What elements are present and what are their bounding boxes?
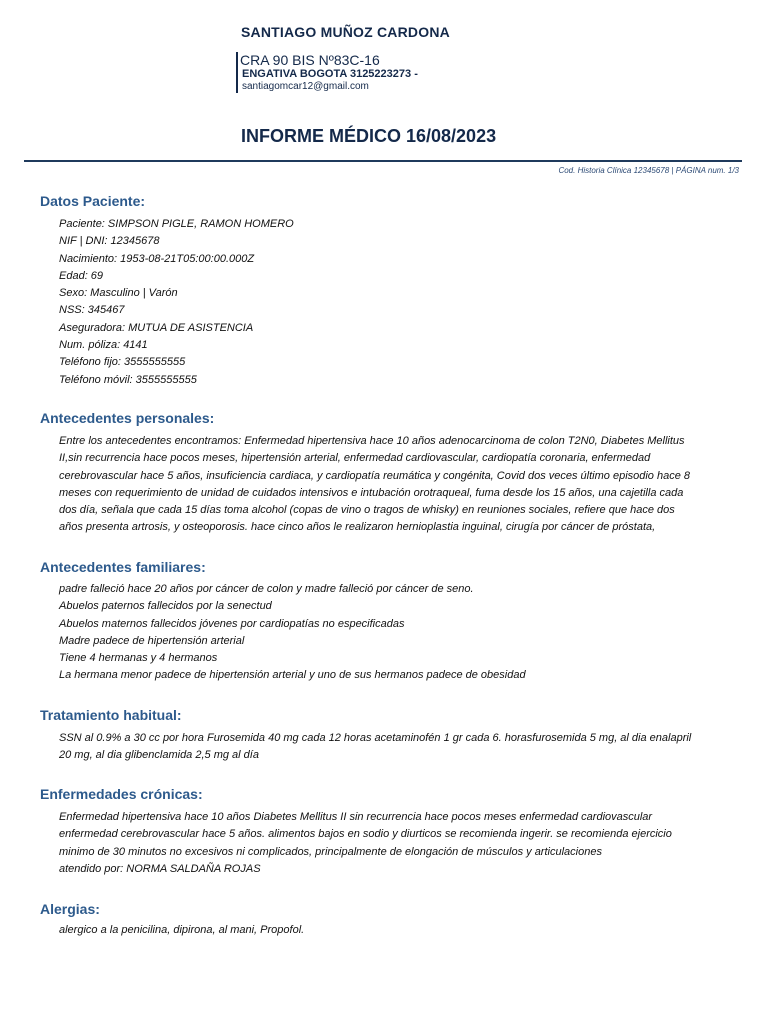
section-title-patient: Datos Paciente:: [40, 193, 146, 209]
section-title-family-history: Antecedentes familiares:: [40, 559, 206, 575]
patient-field: NSS: 345467: [59, 304, 125, 317]
text-line: minimo de 30 minutos no excesivos ni complicados, principalmente de elongación de músculos y articulaciones: [59, 845, 602, 858]
text-line: meses con requerimiento de unidad de cuidados intensivos e intubación orotraqueal, fuma desde los 15 años, una cajetilla cada: [59, 486, 684, 499]
patient-field: Num. póliza: 4141: [59, 339, 148, 352]
text-line: Madre padece de hipertensión arterial: [59, 634, 245, 647]
patient-field: Edad: 69: [59, 269, 104, 282]
text-line: cerebrovascular hace 5 años, insuficiencia cardiaca, y cardiopatía reumática y congénita, Covid dos veces último episodio hace 8: [59, 469, 691, 482]
text-line: SSN al 0.9% a 30 cc por hora Furosemida 40 mg cada 12 horas acetaminofén 1 gr cada 6. horasfurosemida 5 mg, al dia enalapril: [59, 732, 692, 744]
patient-field: Teléfono fijo: 3555555555: [59, 356, 186, 369]
text-line: II,sin recurrencia hace pocos meses, hipertensión arterial, enfermedad cardiovascular, cardiopatía coronaria, enfermedad: [59, 452, 651, 465]
text-line: Tiene 4 hermanas y 4 hermanos: [59, 652, 218, 665]
patient-fields: [59, 216, 294, 389]
text-line: padre falleció hace 20 años por cáncer de colon y madre falleció por cáncer de seno.: [59, 583, 474, 595]
patient-field: NIF | DNI: 12345678: [59, 235, 160, 248]
text-line: Abuelos maternos fallecidos jóvenes por cardiopatías no especificadas: [59, 617, 405, 630]
section-title-personal-history: Antecedentes personales:: [40, 410, 215, 426]
patient-field: Teléfono móvil: 3555555555: [59, 373, 197, 386]
text-line: dos día, señala que cada 15 días toma alcohol (copas de vino o tragos de whisky) en reuniones sociales, refiere que hace dos: [59, 504, 675, 517]
patient-field: Nacimiento: 1953-08-21T05:00:00.000Z: [59, 252, 255, 265]
text-line: La hermana menor padece de hipertensión arterial y uno de sus hermanos padece de obesidad: [59, 669, 526, 682]
report-title: INFORME MÉDICO 16/08/2023: [241, 126, 497, 146]
text-line: Abuelos paternos fallecidos por la senectud: [59, 600, 272, 613]
record-reference: Cod. Historia Clínica 12345678 | PÁGINA num. 1/3: [558, 166, 739, 175]
treatment-text: [59, 730, 735, 765]
chronic-text: [59, 809, 735, 878]
text-line: años presenta artrosis, y osteoporosis. hace cinco años le realizaron hernioplastia inguinal, cirugía por cáncer de próstata,: [59, 521, 656, 534]
personal-history-text: [59, 433, 735, 537]
text-line: Entre los antecedentes encontramos: Enfermedad hipertensiva hace 10 años adenocarcinoma de colon T2N0, Diabetes Mellitus: [59, 435, 685, 447]
address-block: [236, 52, 418, 93]
city-phone-line: ENGATIVA BOGOTA 3125223273 -: [242, 68, 418, 80]
text-line: enfermedad cerebrovascular hace 5 años. alimentos bajos en sodio y diurticos se recomienda ingerir. se recomienda ejercicio: [59, 828, 672, 841]
text-line: Enfermedad hipertensiva hace 10 años Diabetes Mellitus II sin recurrencia hace pocos meses enfermedad cardiovascular: [59, 811, 653, 823]
section-title-treatment: Tratamiento habitual:: [40, 707, 182, 723]
text-line: alergico a la penicilina, dipirona, al mani, Propofol.: [59, 924, 305, 936]
section-title-allergies: Alergias:: [40, 901, 100, 917]
patient-field: Paciente: SIMPSON PIGLE, RAMON HOMERO: [59, 218, 294, 230]
address-line: CRA 90 BIS Nº83C-16: [240, 52, 380, 68]
text-line: atendido por: NORMA SALDAÑA ROJAS: [59, 862, 261, 875]
allergies-text: [59, 922, 735, 939]
text-line: 20 mg, al dia glibenclamida 2,5 mg al día: [59, 749, 259, 762]
header-divider: [24, 160, 742, 162]
email-link[interactable]: santiagomcar12@gmail.com: [242, 81, 369, 92]
doctor-name: SANTIAGO MUÑOZ CARDONA: [241, 24, 450, 40]
patient-field: Sexo: Masculino | Varón: [59, 287, 178, 300]
family-history-text: [59, 581, 735, 685]
section-title-chronic: Enfermedades crónicas:: [40, 786, 203, 802]
patient-field: Aseguradora: MUTUA DE ASISTENCIA: [59, 321, 254, 334]
